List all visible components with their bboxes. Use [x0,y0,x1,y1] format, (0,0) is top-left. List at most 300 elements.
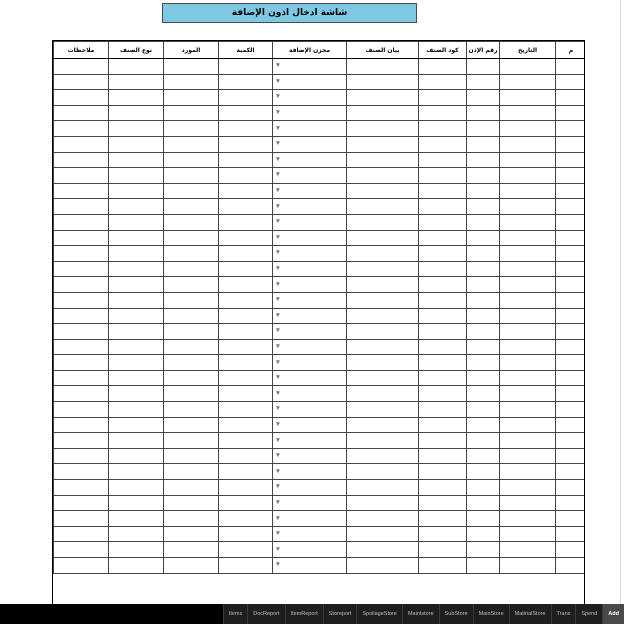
grid-cell[interactable] [500,230,556,246]
grid-cell[interactable] [54,105,109,121]
chevron-down-icon[interactable]: ▼ [276,359,280,366]
grid-cell[interactable] [54,464,109,480]
store-select-cell[interactable] [273,402,347,418]
taskbar-tab-add[interactable]: Add [602,604,624,624]
grid-cell[interactable] [467,105,500,121]
grid-cell[interactable] [219,526,273,542]
grid-cell[interactable] [556,308,586,324]
grid-cell[interactable] [219,136,273,152]
grid-cell[interactable] [556,558,586,574]
grid-cell[interactable] [219,121,273,137]
grid-cell[interactable] [467,90,500,106]
grid-cell[interactable] [419,246,467,262]
grid-cell[interactable] [54,183,109,199]
store-select-cell[interactable] [273,526,347,542]
grid-cell[interactable] [419,292,467,308]
grid-cell[interactable] [109,448,164,464]
grid-cell[interactable] [467,448,500,464]
grid-cell[interactable] [54,355,109,371]
grid-cell[interactable] [347,136,419,152]
grid-cell[interactable] [164,339,219,355]
grid-cell[interactable] [419,417,467,433]
grid-cell[interactable] [109,526,164,542]
store-select-cell[interactable] [273,495,347,511]
grid-cell[interactable] [500,511,556,527]
grid-cell[interactable] [109,308,164,324]
grid-cell[interactable] [109,214,164,230]
chevron-down-icon[interactable]: ▼ [276,93,280,100]
chevron-down-icon[interactable]: ▼ [276,483,280,490]
grid-cell[interactable] [467,277,500,293]
grid-cell[interactable] [347,183,419,199]
grid-cell[interactable] [500,277,556,293]
grid-cell[interactable] [164,90,219,106]
grid-cell[interactable] [347,292,419,308]
grid-cell[interactable] [54,74,109,90]
grid-cell[interactable] [556,480,586,496]
grid-cell[interactable] [109,292,164,308]
chevron-down-icon[interactable]: ▼ [276,468,280,475]
grid-cell[interactable] [347,386,419,402]
grid-cell[interactable] [500,558,556,574]
grid-cell[interactable] [347,59,419,75]
grid-cell[interactable] [556,152,586,168]
grid-cell[interactable] [54,277,109,293]
chevron-down-icon[interactable]: ▼ [276,390,280,397]
grid-cell[interactable] [54,152,109,168]
grid-cell[interactable] [467,292,500,308]
grid-cell[interactable] [54,324,109,340]
grid-cell[interactable] [500,168,556,184]
grid-cell[interactable] [500,417,556,433]
grid-cell[interactable] [500,542,556,558]
grid-cell[interactable] [219,480,273,496]
grid-cell[interactable] [109,74,164,90]
chevron-down-icon[interactable]: ▼ [276,265,280,272]
grid-cell[interactable] [54,246,109,262]
chevron-down-icon[interactable]: ▼ [276,515,280,522]
chevron-down-icon[interactable]: ▼ [276,499,280,506]
grid-cell[interactable] [219,386,273,402]
grid-cell[interactable] [467,558,500,574]
grid-cell[interactable] [219,402,273,418]
grid-cell[interactable] [109,90,164,106]
chevron-down-icon[interactable]: ▼ [276,218,280,225]
grid-cell[interactable] [164,464,219,480]
grid-cell[interactable] [54,168,109,184]
grid-cell[interactable] [500,402,556,418]
grid-cell[interactable] [347,199,419,215]
store-select-cell[interactable] [273,246,347,262]
grid-cell[interactable] [347,355,419,371]
grid-cell[interactable] [467,370,500,386]
grid-cell[interactable] [556,542,586,558]
grid-cell[interactable] [54,370,109,386]
grid-cell[interactable] [109,121,164,137]
grid-cell[interactable] [219,511,273,527]
grid-cell[interactable] [164,152,219,168]
grid-cell[interactable] [347,495,419,511]
grid-cell[interactable] [219,370,273,386]
grid-cell[interactable] [556,402,586,418]
grid-cell[interactable] [164,105,219,121]
grid-cell[interactable] [109,277,164,293]
grid-cell[interactable] [419,214,467,230]
grid-cell[interactable] [219,339,273,355]
grid-cell[interactable] [109,261,164,277]
grid-cell[interactable] [419,277,467,293]
grid-cell[interactable] [347,168,419,184]
grid-cell[interactable] [419,495,467,511]
grid-cell[interactable] [164,230,219,246]
grid-cell[interactable] [419,464,467,480]
grid-cell[interactable] [500,464,556,480]
taskbar-tab-items[interactable]: Items [223,604,247,624]
store-select-cell[interactable] [273,558,347,574]
grid-cell[interactable] [109,386,164,402]
grid-cell[interactable] [556,495,586,511]
chevron-down-icon[interactable]: ▼ [276,249,280,256]
grid-cell[interactable] [219,168,273,184]
grid-cell[interactable] [347,370,419,386]
grid-cell[interactable] [556,199,586,215]
grid-cell[interactable] [467,199,500,215]
store-select-cell[interactable] [273,230,347,246]
chevron-down-icon[interactable]: ▼ [276,561,280,568]
taskbar-tab-spoilagestore[interactable]: SpoilageStore [356,604,402,624]
grid-cell[interactable] [419,59,467,75]
grid-cell[interactable] [467,308,500,324]
grid-cell[interactable] [164,402,219,418]
store-select-cell[interactable] [273,308,347,324]
taskbar-tab-matirialstore[interactable]: MatirialStore [509,604,551,624]
chevron-down-icon[interactable]: ▼ [276,109,280,116]
grid-cell[interactable] [54,495,109,511]
grid-cell[interactable] [500,370,556,386]
grid-cell[interactable] [54,542,109,558]
grid-cell[interactable] [219,542,273,558]
chevron-down-icon[interactable]: ▼ [276,546,280,553]
grid-cell[interactable] [419,339,467,355]
grid-cell[interactable] [500,90,556,106]
grid-cell[interactable] [164,168,219,184]
grid-cell[interactable] [109,183,164,199]
grid-cell[interactable] [419,230,467,246]
grid-cell[interactable] [347,558,419,574]
grid-cell[interactable] [467,386,500,402]
store-select-cell[interactable] [273,448,347,464]
grid-cell[interactable] [164,183,219,199]
chevron-down-icon[interactable]: ▼ [276,78,280,85]
chevron-down-icon[interactable]: ▼ [276,187,280,194]
grid-cell[interactable] [347,417,419,433]
grid-cell[interactable] [347,214,419,230]
grid-cell[interactable] [347,261,419,277]
store-select-cell[interactable] [273,90,347,106]
grid-cell[interactable] [54,308,109,324]
grid-cell[interactable] [500,183,556,199]
grid-cell[interactable] [467,464,500,480]
grid-cell[interactable] [109,417,164,433]
grid-cell[interactable] [219,355,273,371]
grid-cell[interactable] [219,199,273,215]
grid-cell[interactable] [556,433,586,449]
store-select-cell[interactable] [273,433,347,449]
taskbar-tab-docreport[interactable]: DocReport [247,604,284,624]
grid-cell[interactable] [419,526,467,542]
grid-cell[interactable] [219,183,273,199]
grid-cell[interactable] [109,495,164,511]
grid-cell[interactable] [54,261,109,277]
store-select-cell[interactable] [273,324,347,340]
grid-cell[interactable] [467,59,500,75]
grid-cell[interactable] [219,59,273,75]
grid-cell[interactable] [419,448,467,464]
grid-cell[interactable] [109,558,164,574]
grid-cell[interactable] [500,246,556,262]
grid-cell[interactable] [164,495,219,511]
grid-cell[interactable] [500,448,556,464]
chevron-down-icon[interactable]: ▼ [276,312,280,319]
grid-cell[interactable] [219,230,273,246]
grid-cell[interactable] [500,105,556,121]
grid-cell[interactable] [219,433,273,449]
grid-cell[interactable] [109,324,164,340]
grid-cell[interactable] [109,136,164,152]
grid-cell[interactable] [467,168,500,184]
grid-cell[interactable] [467,495,500,511]
grid-cell[interactable] [556,261,586,277]
grid-cell[interactable] [500,214,556,230]
chevron-down-icon[interactable]: ▼ [276,405,280,412]
grid-cell[interactable] [219,308,273,324]
grid-cell[interactable] [164,526,219,542]
grid-cell[interactable] [347,402,419,418]
grid-cell[interactable] [419,480,467,496]
chevron-down-icon[interactable]: ▼ [276,530,280,537]
store-select-cell[interactable] [273,261,347,277]
grid-cell[interactable] [467,121,500,137]
grid-cell[interactable] [219,74,273,90]
grid-cell[interactable] [347,230,419,246]
grid-cell[interactable] [419,324,467,340]
store-select-cell[interactable] [273,292,347,308]
grid-cell[interactable] [419,261,467,277]
grid-cell[interactable] [164,386,219,402]
store-select-cell[interactable] [273,74,347,90]
grid-cell[interactable] [467,152,500,168]
grid-cell[interactable] [109,542,164,558]
grid-cell[interactable] [164,246,219,262]
taskbar-tab-itemreport[interactable]: ItemReport [285,604,323,624]
grid-cell[interactable] [54,448,109,464]
store-select-cell[interactable] [273,480,347,496]
grid-cell[interactable] [109,168,164,184]
grid-cell[interactable] [556,90,586,106]
store-select-cell[interactable] [273,417,347,433]
grid-cell[interactable] [500,495,556,511]
grid-cell[interactable] [54,386,109,402]
grid-cell[interactable] [219,246,273,262]
taskbar-tab-trans[interactable]: Trans [551,604,576,624]
grid-cell[interactable] [54,526,109,542]
taskbar-tab-storeport[interactable]: Storeport [323,604,357,624]
grid-cell[interactable] [347,511,419,527]
grid-cell[interactable] [347,448,419,464]
grid-cell[interactable] [219,464,273,480]
grid-cell[interactable] [467,324,500,340]
grid-cell[interactable] [54,433,109,449]
store-select-cell[interactable] [273,214,347,230]
grid-cell[interactable] [347,246,419,262]
grid-cell[interactable] [164,558,219,574]
grid-cell[interactable] [419,74,467,90]
grid-cell[interactable] [347,339,419,355]
grid-cell[interactable] [109,105,164,121]
grid-cell[interactable] [556,183,586,199]
grid-cell[interactable] [556,246,586,262]
grid-cell[interactable] [164,417,219,433]
grid-cell[interactable] [219,152,273,168]
grid-cell[interactable] [54,511,109,527]
grid-cell[interactable] [219,90,273,106]
grid-cell[interactable] [500,74,556,90]
store-select-cell[interactable] [273,542,347,558]
grid-cell[interactable] [109,480,164,496]
store-select-cell[interactable] [273,277,347,293]
grid-cell[interactable] [164,292,219,308]
chevron-down-icon[interactable]: ▼ [276,234,280,241]
grid-cell[interactable] [164,59,219,75]
chevron-down-icon[interactable]: ▼ [276,452,280,459]
grid-cell[interactable] [556,136,586,152]
grid-cell[interactable] [556,168,586,184]
grid-cell[interactable] [467,214,500,230]
grid-cell[interactable] [54,136,109,152]
grid-cell[interactable] [556,464,586,480]
grid-cell[interactable] [347,277,419,293]
grid-cell[interactable] [500,324,556,340]
grid-cell[interactable] [164,199,219,215]
grid-cell[interactable] [500,292,556,308]
store-select-cell[interactable] [273,59,347,75]
grid-cell[interactable] [164,277,219,293]
chevron-down-icon[interactable]: ▼ [276,343,280,350]
grid-cell[interactable] [219,448,273,464]
grid-cell[interactable] [347,464,419,480]
grid-cell[interactable] [500,261,556,277]
grid-cell[interactable] [556,339,586,355]
grid-cell[interactable] [500,386,556,402]
grid-cell[interactable] [467,74,500,90]
grid-cell[interactable] [219,417,273,433]
taskbar-tab-substore[interactable]: SubStore [439,604,473,624]
grid-cell[interactable] [467,183,500,199]
grid-cell[interactable] [467,246,500,262]
grid-cell[interactable] [219,292,273,308]
grid-cell[interactable] [164,121,219,137]
grid-cell[interactable] [419,370,467,386]
grid-cell[interactable] [54,121,109,137]
grid-cell[interactable] [164,308,219,324]
grid-cell[interactable] [164,542,219,558]
store-select-cell[interactable] [273,339,347,355]
grid-cell[interactable] [54,417,109,433]
grid-cell[interactable] [500,480,556,496]
taskbar-tab-spend[interactable]: Spend [575,604,602,624]
grid-cell[interactable] [347,542,419,558]
grid-cell[interactable] [347,105,419,121]
grid-cell[interactable] [419,199,467,215]
grid-cell[interactable] [419,152,467,168]
grid-cell[interactable] [109,433,164,449]
grid-cell[interactable] [419,386,467,402]
grid-cell[interactable] [219,558,273,574]
chevron-down-icon[interactable]: ▼ [276,374,280,381]
grid-cell[interactable] [109,464,164,480]
grid-cell[interactable] [467,355,500,371]
chevron-down-icon[interactable]: ▼ [276,421,280,428]
grid-cell[interactable] [556,448,586,464]
grid-cell[interactable] [419,542,467,558]
grid-cell[interactable] [219,277,273,293]
grid-cell[interactable] [109,230,164,246]
grid-cell[interactable] [219,324,273,340]
grid-cell[interactable] [500,121,556,137]
grid-cell[interactable] [219,261,273,277]
grid-cell[interactable] [347,90,419,106]
grid-cell[interactable] [219,495,273,511]
grid-cell[interactable] [419,402,467,418]
grid-cell[interactable] [419,136,467,152]
store-select-cell[interactable] [273,355,347,371]
grid-cell[interactable] [500,433,556,449]
taskbar-tab-mainstore[interactable]: MainStore [473,604,509,624]
grid-cell[interactable] [500,526,556,542]
chevron-down-icon[interactable]: ▼ [276,62,280,69]
grid-cell[interactable] [347,480,419,496]
grid-cell[interactable] [54,199,109,215]
grid-cell[interactable] [54,339,109,355]
grid-cell[interactable] [556,105,586,121]
store-select-cell[interactable] [273,105,347,121]
grid-cell[interactable] [109,246,164,262]
grid-cell[interactable] [164,74,219,90]
grid-cell[interactable] [54,214,109,230]
grid-cell[interactable] [556,292,586,308]
taskbar-tab-maintstore[interactable]: Maintstore [402,604,439,624]
store-select-cell[interactable] [273,136,347,152]
grid-cell[interactable] [164,355,219,371]
grid-cell[interactable] [556,511,586,527]
store-select-cell[interactable] [273,121,347,137]
store-select-cell[interactable] [273,168,347,184]
grid-cell[interactable] [556,370,586,386]
grid-cell[interactable] [467,417,500,433]
grid-cell[interactable] [467,433,500,449]
grid-cell[interactable] [219,214,273,230]
store-select-cell[interactable] [273,199,347,215]
grid-cell[interactable] [419,558,467,574]
grid-cell[interactable] [419,308,467,324]
grid-cell[interactable] [347,308,419,324]
grid-cell[interactable] [347,74,419,90]
grid-cell[interactable] [556,355,586,371]
grid-cell[interactable] [556,214,586,230]
chevron-down-icon[interactable]: ▼ [276,171,280,178]
grid-cell[interactable] [500,355,556,371]
grid-cell[interactable] [109,199,164,215]
